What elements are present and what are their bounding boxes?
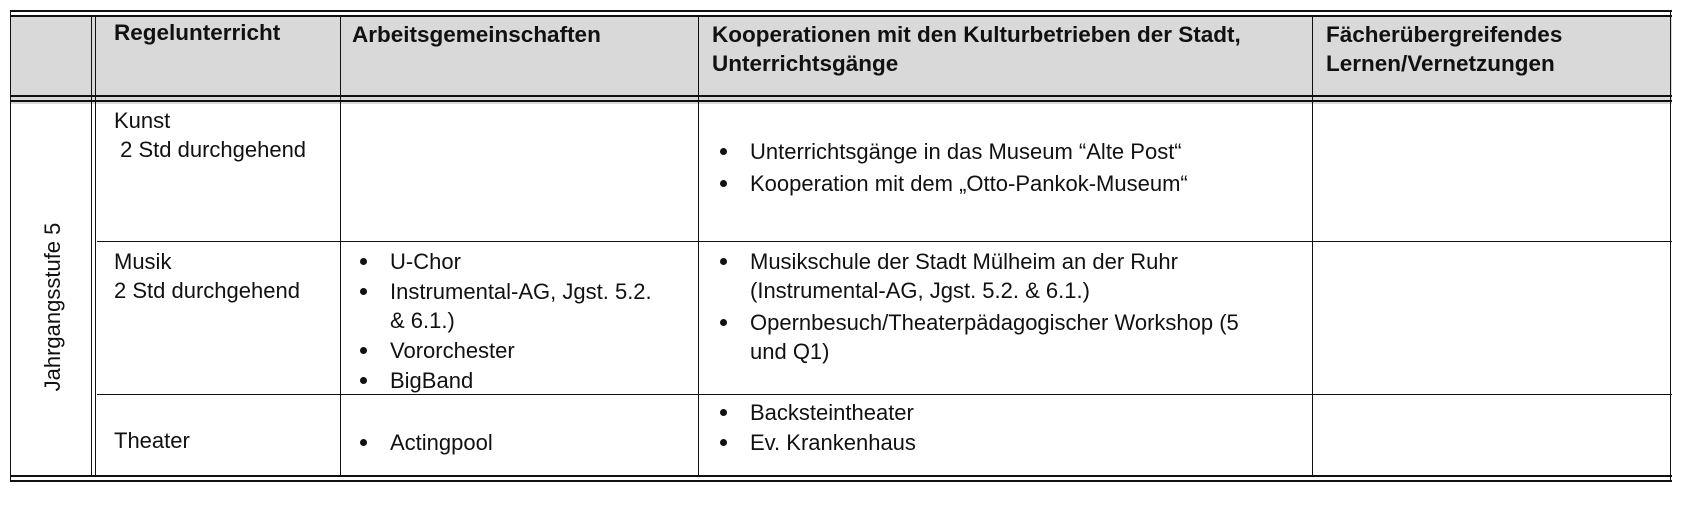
table-bottom-border-outer [10, 480, 1672, 482]
header-faecheruebergreifend: Fächerübergreifendes Lernen/Vernetzungen [1326, 22, 1563, 76]
bullet-icon [360, 377, 367, 384]
curriculum-table [10, 10, 1672, 515]
row-theater-cooperations [712, 398, 1302, 458]
table-top-border-outer [10, 10, 1672, 12]
row-musik-ags [352, 247, 692, 396]
row-musik-subject: Musik 2 Std durchgehend [114, 249, 300, 303]
column-border-3 [698, 15, 699, 477]
column-border-4 [1312, 15, 1313, 477]
column-border-2 [340, 15, 341, 477]
header-kooperationen: Kooperationen mit den Kulturbetrieben der Stadt, Unterrichtsgänge [712, 22, 1241, 76]
bullet-icon [720, 180, 727, 187]
header-arbeitsgemeinschaften: Arbeitsgemeinschaften [352, 22, 601, 47]
row-divider-1 [97, 241, 1672, 242]
row-theater-ags [352, 428, 692, 460]
list-item: BigBand [352, 366, 692, 395]
list-item: Actingpool [352, 428, 692, 457]
bullet-icon [720, 319, 727, 326]
list-item: Instrumental-AG, Jgst. 5.2. & 6.1.) [352, 277, 692, 335]
row-musik-cooperations [712, 247, 1307, 369]
bullet-icon [720, 439, 727, 446]
bullet-icon [360, 258, 367, 265]
row-kunst-cooperations [712, 137, 1302, 201]
bullet-icon [720, 409, 727, 416]
row-kunst-subject: Kunst 2 Std durchgehend [114, 108, 307, 162]
list-item: Ev. Krankenhaus [712, 428, 1302, 457]
table-top-border-inner [10, 15, 1672, 17]
header-regelunterricht: Regelunterricht [114, 20, 281, 45]
bullet-icon [360, 288, 367, 295]
list-item: Kooperation mit dem „Otto-Pankok-Museum“ [712, 169, 1302, 198]
list-item: Vororchester [352, 336, 692, 365]
bullet-icon [360, 439, 367, 446]
row-divider-2 [97, 394, 1672, 395]
table-right-border [1670, 10, 1671, 482]
bullet-icon [720, 258, 727, 265]
list-item: Opernbesuch/Theaterpädagogischer Workshop (5 und Q1) [712, 308, 1307, 366]
row-group-label: Jahrgangsstufe 5 [40, 222, 65, 391]
bullet-icon [360, 347, 367, 354]
list-item: U-Chor [352, 247, 692, 276]
list-item: Backsteintheater [712, 398, 1302, 427]
bullet-icon [720, 148, 727, 155]
list-item: Musikschule der Stadt Mülheim an der Ruhr (Instrumental-AG, Jgst. 5.2. & 6.1.) [712, 247, 1307, 305]
table-bottom-border-inner [10, 475, 1672, 477]
list-item: Unterrichtsgänge in das Museum “Alte Post“ [712, 137, 1302, 166]
header-bottom-border-inner [10, 100, 1672, 102]
header-bottom-border-outer [10, 95, 1672, 97]
row-theater-subject: Theater [114, 428, 190, 453]
